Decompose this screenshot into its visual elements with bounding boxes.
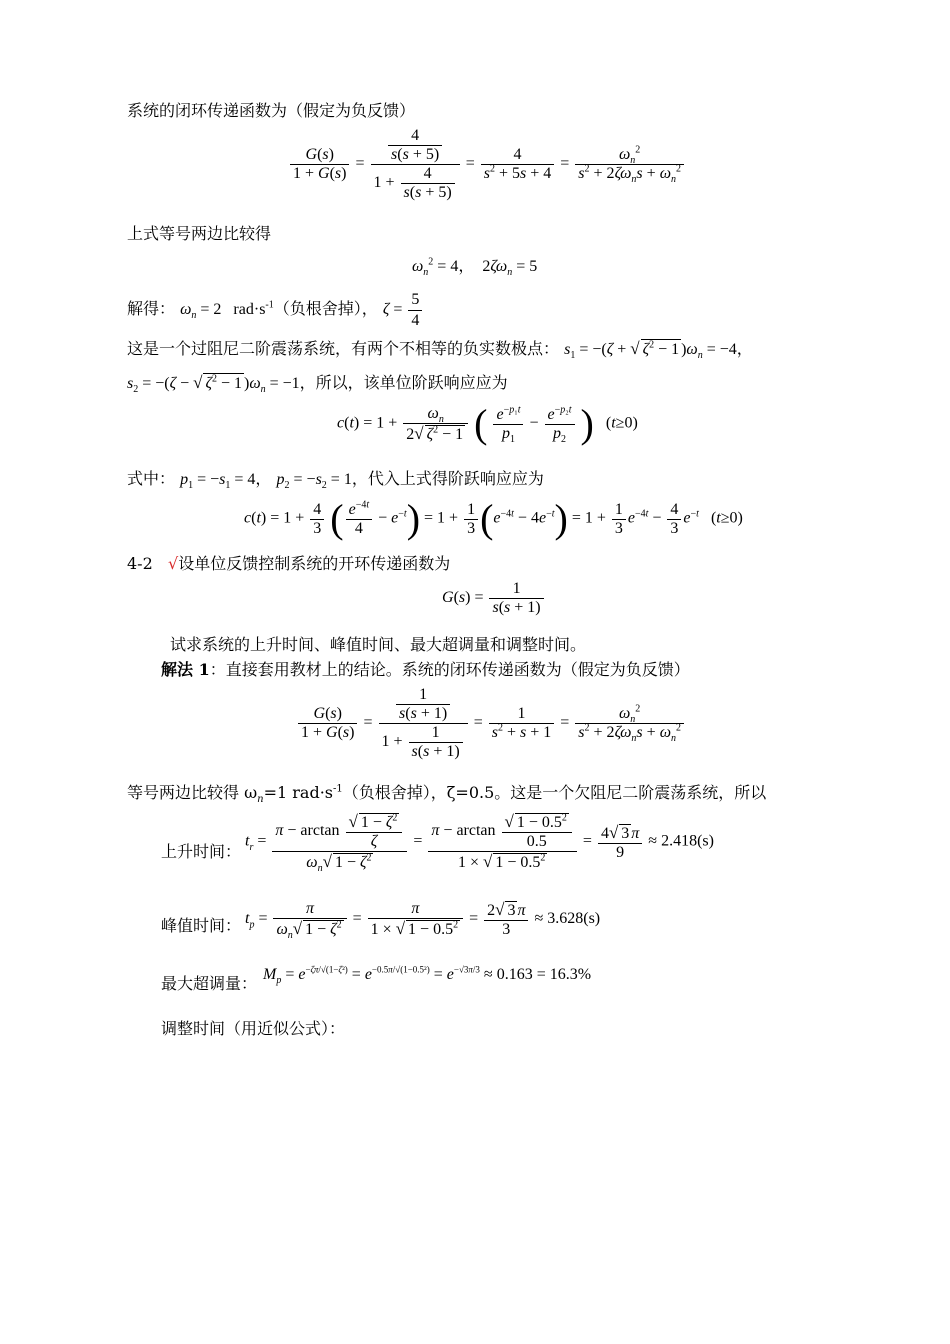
open-loop-transfer-function: G(s) = $\frac{1}{s(s + 1)}$ [442, 580, 546, 617]
text-line: 系统的闭环传递函数为（假定为负反馈） [127, 101, 416, 120]
step-response-equation: c(t) = 1 + $\frac{\omega_n}{2√ \zeta^2 - 1}$ ( $\frac{e^{-p_1t}}{p_1}$ − $\frac{e^{-p_2t}}{p_2}$ ) (t≥0) [337, 401, 638, 446]
problem-header: 4-2 √设单位反馈控制系统的开环传递函数为 [127, 554, 451, 573]
comparison-equation: $\omega_n^2 = 4$， $2\zeta\omega_n = 5$ [412, 256, 538, 279]
peak-time-equation: $t_p$ = $\frac{\pi}{\omega_n√ 1 - \zeta^2}$ = $\frac{\pi}{1 \times √ 1 - 0.5^2}$ = $\frac{2√ 3 \pi}{3}$ ≈ 3.628(s) [245, 900, 601, 942]
method-line: 解法 1：直接套用教材上的结论。系统的闭环传递函数为（假定为负反馈） [161, 660, 690, 679]
text-line: 这是一个过阻尼二阶震荡系统，有两个不相等的负实数极点： $s_1 = -(\zeta$ + √ $\zeta^2 - 1$ )$\omega_n = -4$， [127, 339, 753, 362]
solution-line: 解得： $\omega_n = 2$ $rad\cdot s^{-1}$（负根舍掉）， ζ = $\frac{5}{4}$ [127, 290, 424, 331]
text-line: $s_2 = -(\zeta$ − √ $\zeta^2 - 1$ )$\omega_n = -1$，所以，该单位阶跃响应应为 [127, 373, 508, 396]
overshoot-label: 最大超调量： [161, 974, 258, 993]
check-mark-icon: √ [168, 554, 179, 573]
comparison-line: 等号两边比较得 $\omega_n=1$ $rad\cdot s^{-1}$（负根舍掉），ζ=0.5。这是一个欠阻尼二阶震荡系统，所以 [127, 783, 767, 806]
rise-time-label: 上升时间： [161, 842, 242, 861]
settling-time-label: 调整时间（用近似公式）： [161, 1019, 346, 1038]
text-line: 上式等号两边比较得 [127, 224, 272, 243]
text-line: 式中： $p_1 = -s_1 = 4$， $p_2 = -s_2 = 1$，代入上式得阶跃响应应为 [127, 469, 544, 492]
closed-loop-equation-1: $\frac{G(s)}{1 + G(s)}$ = $\frac{4}{s(s + 5)}$ 1 + $\frac{4}{s(s + 5)}$ = $\frac{4}{s^2 + 5s + 4}$ = $\frac{\omega_n^2}{s^2 + 2\zeta\omega_ns + \omega_n^2}$ [288, 127, 686, 202]
closed-loop-equation-2: $\frac{G(s)}{1 + G(s)}$ = $\frac{1}{s(s + 1)}$ 1 + $\frac{1}{s(s + 1)}$ = $\frac{1}{s^2 + s + 1}$ = $\frac{\omega_n^2}{s^2 + 2\zeta\omega_ns + \omega_n^2}$ [296, 686, 686, 761]
question-line: 试求系统的上升时间、峰值时间、最大超调量和调整时间。 [170, 635, 587, 654]
peak-time-label: 峰值时间： [161, 916, 242, 935]
rise-time-equation: $t_r$ = π − arctan $\frac{√ 1 - \zeta^2}{\zeta}$ $\omega_n√$ $1 - \zeta^2$ = π − arctan $\frac{√ 1 - 0.5^2}{0.5}$ 1 × √ $1 - 0.5^2$ = $\frac{4√ 3 \pi}{9}$ ≈ 2.418(s) [245, 812, 714, 875]
overshoot-equation: $M_p = e^{-\zeta\pi/√(1-\zeta^2)} = e^{-0.5\pi/√(1-0.5^2)} = e^{-√3\pi/3} \approx 0.163 = 16.3\%$ [263, 964, 592, 987]
step-response-expanded: c(t) = 1 + $\frac{4}{3}$ ( $\frac{e^{-4t}}{4}$ − $e^{-t}) = 1$ + $\frac{1}{3}$ $(e^{-4t} - 4e^{-t}) = 1$ + $\frac{1}{3}$ $e^{-4t}$ − $\frac{4}{3}$ $e^{-t}$ (t≥0) [244, 496, 743, 541]
